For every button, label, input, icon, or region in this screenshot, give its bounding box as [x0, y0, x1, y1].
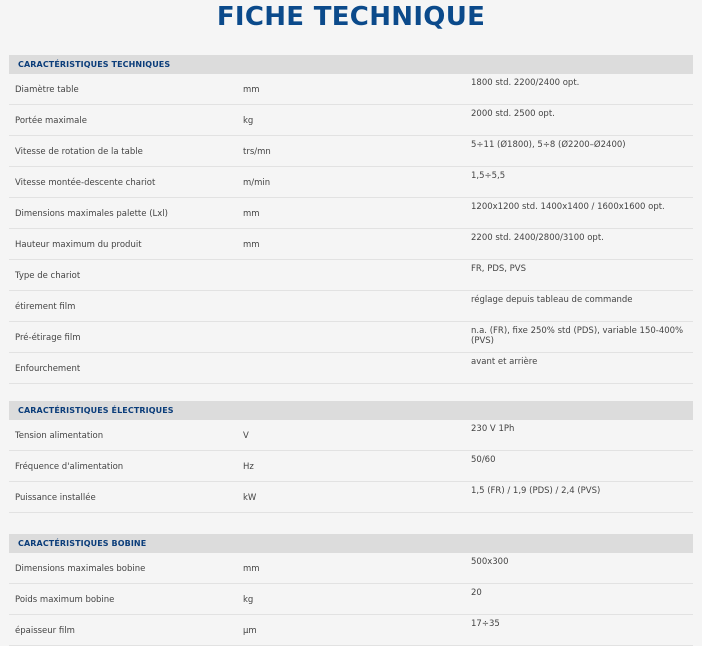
- table-row: [9, 420, 693, 451]
- row-value: 1,5÷5,5: [471, 171, 506, 181]
- row-label: Vitesse de rotation de la table: [15, 147, 143, 157]
- table-row: [9, 451, 693, 482]
- row-label: Type de chariot: [15, 271, 81, 281]
- row-value: 1,5 (FR) / 1,9 (PDS) / 2,4 (PVS): [471, 486, 601, 496]
- row-label: Dimensions maximales palette (Lxl): [15, 209, 168, 219]
- section-coil: [9, 534, 693, 646]
- row-unit: kg: [243, 116, 254, 126]
- table-row: [9, 615, 693, 646]
- section-header: CARACTÉRISTIQUES BOBINE: [9, 534, 693, 553]
- row-value: 500x300: [471, 557, 509, 567]
- row-unit: m/min: [243, 178, 271, 188]
- row-label: Portée maximale: [15, 116, 87, 126]
- page-title: FICHE TECHNIQUE: [216, 2, 486, 32]
- table-row: [9, 167, 693, 198]
- row-value: 20: [471, 588, 482, 598]
- row-value: 5÷11 (Ø1800), 5÷8 (Ø2200–Ø2400): [471, 140, 626, 150]
- row-label: épaisseur film: [15, 626, 75, 636]
- row-label: Pré-étirage film: [15, 333, 81, 343]
- row-label: Tension alimentation: [15, 431, 104, 441]
- table-row: [9, 482, 693, 513]
- table-row: [9, 322, 693, 353]
- row-unit: mm: [243, 240, 260, 250]
- row-unit: mm: [243, 209, 260, 219]
- section-header: CARACTÉRISTIQUES TECHNIQUES: [9, 55, 693, 74]
- row-value: 230 V 1Ph: [471, 424, 515, 434]
- row-value: 17÷35: [471, 619, 500, 629]
- row-value: 2000 std. 2500 opt.: [471, 109, 555, 119]
- table-row: [9, 353, 693, 384]
- row-unit: mm: [243, 564, 260, 574]
- row-label: Enfourchement: [15, 364, 81, 374]
- section-electrical: [9, 401, 693, 513]
- table-row: [9, 74, 693, 105]
- row-unit: Hz: [243, 462, 254, 472]
- table-row: [9, 291, 693, 322]
- row-unit: mm: [243, 85, 260, 95]
- row-label: Hauteur maximum du produit: [15, 240, 142, 250]
- table-row: [9, 584, 693, 615]
- row-value: 1800 std. 2200/2400 opt.: [471, 78, 580, 88]
- row-value: FR, PDS, PVS: [471, 264, 527, 274]
- row-value: 1200x1200 std. 1400x1400 / 1600x1600 opt.: [471, 202, 665, 212]
- table-row: [9, 229, 693, 260]
- row-value: 50/60: [471, 455, 496, 465]
- row-value: 2200 std. 2400/2800/3100 opt.: [471, 233, 604, 243]
- row-value: avant et arrière: [471, 357, 538, 367]
- row-label: Vitesse montée-descente chariot: [15, 178, 156, 188]
- row-unit: trs/mn: [243, 147, 271, 157]
- row-unit: kg: [243, 595, 254, 605]
- section-header: CARACTÉRISTIQUES ÉLECTRIQUES: [9, 401, 693, 420]
- row-label: Fréquence d'alimentation: [15, 462, 124, 472]
- row-label: Dimensions maximales bobine: [15, 564, 146, 574]
- row-unit: kW: [243, 493, 257, 503]
- row-label: Puissance installée: [15, 493, 96, 503]
- table-row: [9, 553, 693, 584]
- table-row: [9, 136, 693, 167]
- row-value: réglage depuis tableau de commande: [471, 295, 633, 305]
- table-row: [9, 198, 693, 229]
- table-row: [9, 105, 693, 136]
- table-row: [9, 260, 693, 291]
- row-label: Poids maximum bobine: [15, 595, 115, 605]
- row-unit: V: [243, 431, 249, 441]
- row-label: étirement film: [15, 302, 76, 312]
- row-unit: µm: [243, 626, 257, 636]
- row-label: Diamètre table: [15, 85, 79, 95]
- row-value: n.a. (FR), fixe 250% std (PDS), variable 150-400% (PVS): [471, 326, 684, 346]
- section-technical: [9, 55, 693, 384]
